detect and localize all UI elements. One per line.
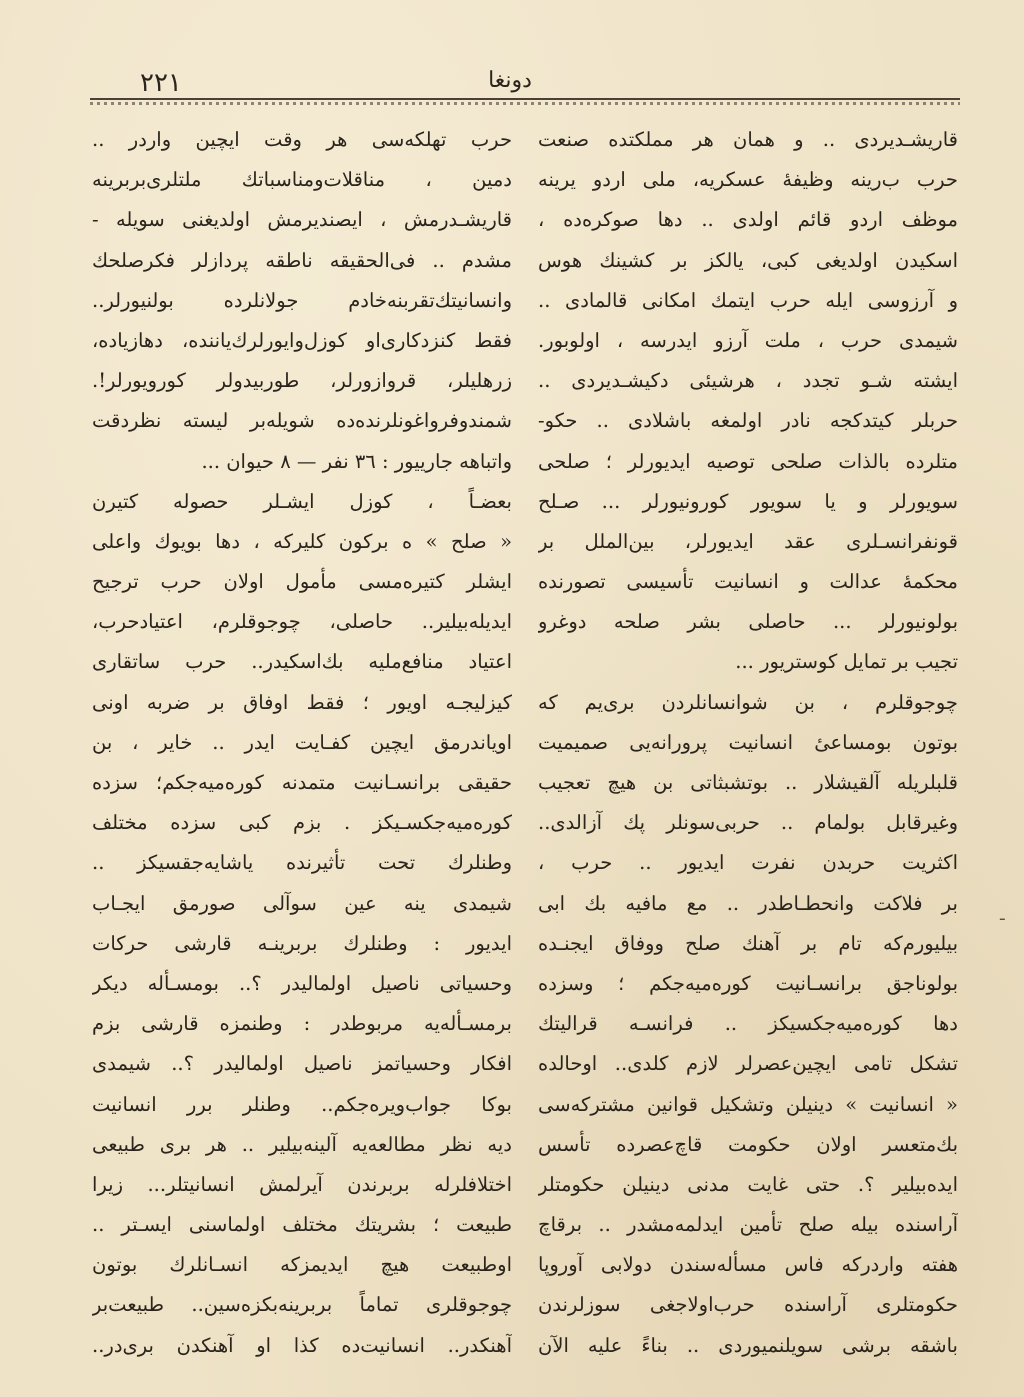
text-line: زرهلیلر، قروازورلر، طوربیدولر کورویورلر!. [92,369,512,393]
page-number: ٢٢١ [140,68,182,98]
text-line: اویاندرمق ایچین کفـایت ایدر .. خایر ، بن [92,730,512,754]
text-line: حرب تهلکه‌سی هر وقت ایچین واردر .. [92,128,512,151]
text-line: وحسیاتی ناصیل اولمالیدر ؟.. بومسـأله دیکر [92,971,512,995]
text-line: وانسانیتك‌تقربنه‌خادم جولانلرده بولنیورلر.. [92,288,512,312]
page-header [0,62,1024,102]
text-line: اوطبیعت هیچ ایدیمزکه انسـانلرك بوتون [92,1253,512,1277]
text-line: حربلر کیتدکجه نادر اولمغه باشلادی .. حکو- [538,409,958,433]
text-line: آهنکدر.. انسانیت‌ده کذا او آهنکدن بری‌در.. [92,1333,512,1357]
text-line: وغیرقابل بولمام .. حربی‌سونلر پك آزالدی.. [538,811,958,835]
text-line: بوتون بومساعیٔ انسانیت پرورانه‌یی صمیمیت [538,730,958,754]
text-line: ایشته شـو تجدد ، هرشیئی دکیشـدیردی .. [538,369,958,393]
text-line: آراسنده بیله صلح تأمین ایدلمه‌مشدر .. برقاچ [538,1213,958,1237]
text-line: قاریشـدیردی .. و همان هر مملکتده صنعت [538,128,958,151]
text-line: بوکا جواب‌ویره‌جکم.. وطنلر برر انسانیت [92,1092,512,1116]
text-line: واتباهه جارییور : ٣٦ نفر — ٨ حیوان ... [201,449,512,473]
text-line: چوجوقلری تماماً بربرینه‌بکزه‌سین.. طبیعت‌بر [92,1293,512,1317]
text-line: بولوناجق برانسـانیت کوره‌میه‌جکم ؛ وسزده [538,971,958,995]
journal-title: دونغا [488,68,532,93]
text-line: اکثریت حربدن نفرت ایدیور .. حرب ، [538,851,958,875]
text-line: « انسانیت » دینیلن وتشکیل قوانین مشترکه‌سی [538,1092,958,1116]
header-rule [90,98,960,106]
text-line: موظف اردو قائم اولدی .. دها صوکره‌ده ، [538,208,958,232]
text-line: دیه نظر مطالعه‌یه آلینه‌بیلیر .. هر بری طبیعی [92,1132,512,1156]
text-line: « صلح » ه برکون کلیرکه ، دها بویوك واعلی [92,529,512,553]
text-line: ایده‌بیلیر ؟. حتی غایت مدنی دینیلن حکومتلر [538,1172,958,1196]
text-line: برمسـأله‌یه مربوطدر : وطنمزه قارشی بزم [92,1012,512,1036]
text-line: فقط‌ کنزدکاری‌او کوزل‌وایورلرك‌یاننده، دهازیاده، [92,328,512,352]
text-line: کوره‌میه‌جکسـیکز . بزم کبی سزده مختلف [92,811,512,835]
margin-mark: ـ [1000,905,1005,924]
text-line: بولونیورلر ... حاصلی بشر صلحه دوغرو [538,610,958,634]
text-line: باشقه برشی سویلنمیوردی .. بناءً علیه الآن [538,1333,958,1357]
text-line: اسکیدن اولدیغی کبی، یالکز بر کشینك هوس [538,248,958,272]
text-line: حکومتلری آراسنده حرب‌اولاجغی سوزلرندن [538,1293,958,1317]
text-line: بك‌متعسر اولان حکومت قاچ‌عصرده تأسس [538,1132,958,1156]
text-line: دها کوره‌میه‌جکسیکز .. فرانسـه قرالیتك [538,1012,958,1036]
text-line: وطنلرك تحت تأثیرنده یاشایه‌جقسیکز .. [92,851,512,875]
text-line: ایشلر کتیره‌مسی مأمول اولان حرب ترجیح [92,570,512,594]
text-line: مشدم .. فی‌الحقیقه ناطقه پردازلر فکرصلحك [92,248,512,272]
text-column-left [92,120,512,1366]
text-line: ایدیله‌بیلیر.. حاصلی، چوجوقلرم، اعتیادحرب، [92,610,512,634]
text-line: تجیب بر تمایل کوستریور ... [735,650,958,674]
text-line: محکمهٔ عدالت و انسانیت تأسیسی تصورنده [538,570,958,594]
text-line: حرب ب‌رینه وظیفهٔ عسکریه، ملی اردو یرینه [538,168,958,192]
text-line: بعضـاً ، کوزل ایشـلر حصوله کتیرن [92,489,512,513]
text-line: چوجوقلرم ، بن شوانسانلردن بری‌یم که [538,690,958,714]
text-line: کیزلیجـه اویور ؛ فقط اوفاق بر ضربه اونی [92,690,512,714]
text-line: طبیعت ؛ بشریتك مختلف اولماسنی ایسـتر .. [92,1213,512,1237]
text-line: اعتیاد منافع‌ملیه بك‌اسکیدر.. حرب ساتقاری [92,650,512,674]
text-line: دمین ، مناقلات‌ومناسباتك ملتلری‌بربرینه [92,168,512,192]
text-line: تشکل تامی ایچین‌عصرلر لازم کلدی.. اوحالده [538,1052,958,1076]
text-line: اختلافلرله بربرندن آیرلمش انسانیتلر... زیرا [92,1172,512,1196]
text-line: شمندوفرواغونلرنده‌ده شویله‌بر لیسته نظردقت [92,409,512,433]
text-line: متلرده بالذات صلحی توصیه ایدیورلر ؛ صلحی [538,449,958,473]
text-line: قلبلریله آلقیشلار .. بوتشبثاتی بن هیچ تعجیب [538,771,958,794]
text-line: قونفرانسـلری عقد ایدیورلر، بین‌الملل بر [538,529,958,553]
text-line: هفته واردرکه فاس مسأله‌سندن دولابی آوروپا [538,1253,958,1277]
text-line: حقیقی برانسـانیت متمدنه کوره‌میه‌جکم؛ سزده [92,771,512,794]
text-line: شیمدی حرب ، ملت آرزو ایدرسه ، اولوبور. [538,328,958,352]
text-line: شیمدی ینه عین سوآلی صورمق ایجـاب [92,891,512,915]
text-line: و آرزوسی ایله حرب ایتمك امکانی قالمادی .. [538,288,958,312]
text-line: قاریشـدرمش ، ایصندیرمش اولدیغنی سویله - [92,208,512,232]
text-column-right [538,120,958,1366]
text-line: ایدیور : وطنلرك بربرینـه قارشی حرکات [92,931,512,955]
text-line: بیلیورم‌که تام بر آهنك صلح ووفاق ایجنـده [538,931,958,955]
text-line: سویورلر و یا سویور کورونیورلر ... صـلح [538,489,958,513]
text-line: افکار وحسیاتمز ناصیل اولمالیدر ؟.. شیمدی [92,1052,512,1076]
text-line: بر فلاکت وانحطـاطدر .. مع مافیه بك ابی [538,891,958,915]
